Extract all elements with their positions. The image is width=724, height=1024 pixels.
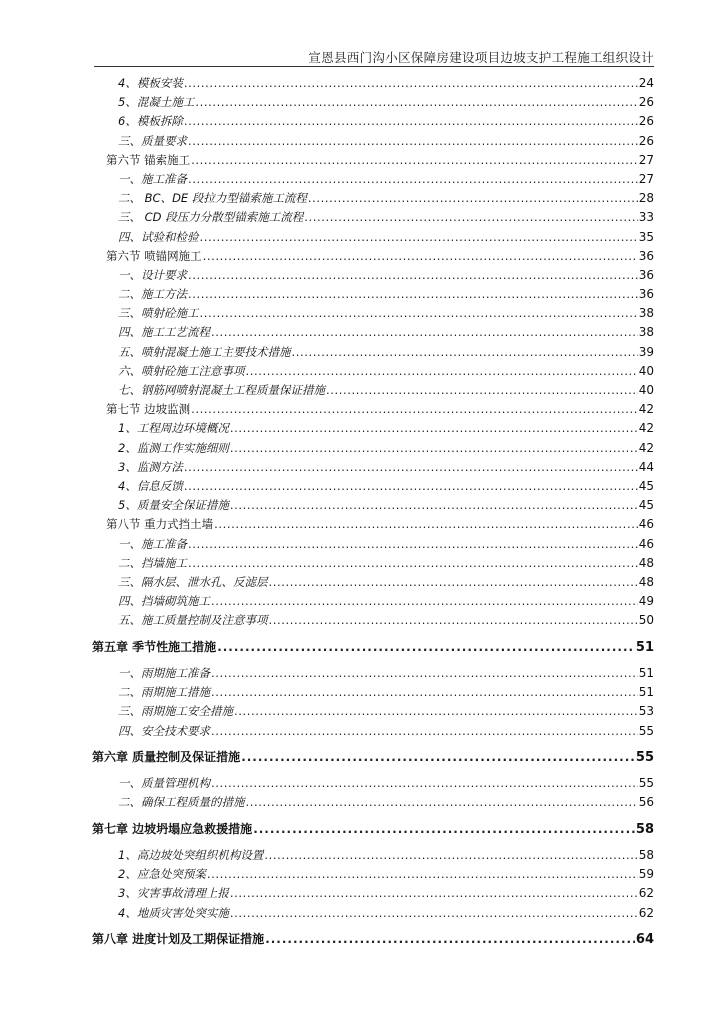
toc-entry[interactable] — [92, 702, 654, 721]
dot-leader — [230, 496, 638, 515]
toc-entry-label: 七、钢筋网喷射混凝土工程质量保证措施 — [118, 383, 325, 397]
dot-leader — [188, 535, 638, 554]
dot-leader — [269, 611, 638, 630]
toc-page-number: 35 — [638, 229, 654, 244]
toc-page-number: 27 — [638, 152, 654, 167]
toc-entry-label: 3、监测方法 — [118, 459, 183, 474]
toc-chapter-label: 第八章 进度计划及工期保证措施 — [92, 932, 265, 947]
toc-entry[interactable] — [92, 573, 654, 592]
toc-entry-label: 4、地质灾害处突实施 — [118, 905, 229, 920]
header-divider — [94, 66, 654, 67]
dot-leader — [230, 904, 638, 923]
toc-page-number: 24 — [638, 76, 654, 90]
toc-entry[interactable] — [92, 132, 654, 151]
toc-page-number: 62 — [638, 886, 654, 901]
toc-entry-label: 一、施工准备 — [118, 536, 187, 551]
toc-page-number: 39 — [638, 344, 654, 359]
toc-entry[interactable] — [92, 611, 654, 630]
toc-chapter[interactable] — [92, 819, 654, 839]
toc-page-number: 62 — [638, 905, 654, 920]
toc-entry[interactable] — [92, 74, 654, 93]
toc-entry[interactable] — [92, 208, 654, 227]
toc-page-number: 58 — [635, 822, 654, 838]
toc-entry-label: 五、施工质量控制及注意事项 — [118, 613, 268, 628]
toc-entry[interactable] — [92, 722, 654, 741]
toc-page-number: 33 — [638, 210, 654, 225]
toc-section[interactable] — [92, 247, 654, 266]
toc-page-number: 46 — [638, 517, 654, 532]
toc-entry-label: 一、施工准备 — [118, 171, 187, 186]
toc-entry-label: 二、挡墙施工 — [118, 555, 187, 570]
dot-leader — [200, 228, 638, 247]
toc-entry[interactable] — [92, 170, 654, 189]
toc-entry-label: 4、模板安装 — [118, 76, 183, 90]
toc-entry-label: 二、施工方法 — [118, 287, 187, 302]
toc-page-number: 44 — [638, 459, 654, 474]
toc-entry-label: 4、信息反馈 — [118, 478, 183, 493]
toc-page-number: 45 — [638, 478, 654, 493]
toc-page-number: 64 — [635, 932, 654, 948]
toc-page-number: 55 — [638, 723, 654, 738]
toc-entry-label: 二、雨期施工措施 — [118, 685, 210, 700]
toc-entry[interactable] — [92, 592, 654, 611]
toc-page-number: 48 — [638, 574, 654, 589]
toc-entry-label: 四、挡墙砌筑施工 — [118, 594, 210, 609]
dot-leader — [191, 151, 638, 170]
dot-leader — [304, 208, 638, 227]
dot-leader — [217, 637, 635, 657]
toc-entry[interactable] — [92, 535, 654, 554]
toc-page-number: 38 — [638, 325, 654, 340]
dot-leader — [264, 846, 637, 865]
toc-entry[interactable] — [92, 285, 654, 304]
toc-page-number: 48 — [638, 555, 654, 570]
dot-leader — [200, 304, 638, 323]
dot-leader — [184, 477, 638, 496]
toc-page-number: 56 — [638, 795, 654, 810]
toc-entry-label: 2、监测工作实施细则 — [118, 440, 229, 455]
toc-page-number: 28 — [638, 191, 654, 206]
dot-leader — [326, 381, 638, 400]
toc-entry-label: 六、喷射砼施工注意事项 — [118, 363, 245, 378]
dot-leader — [214, 515, 638, 534]
dot-leader — [188, 554, 638, 573]
toc-page-number: 45 — [638, 498, 654, 513]
toc-entry-label: 四、施工工艺流程 — [118, 325, 210, 340]
toc-chapter-label: 第六章 质量控制及保证措施 — [92, 750, 241, 765]
toc-entry-label: 四、试验和检验 — [118, 229, 199, 244]
toc-page-number: 40 — [638, 363, 654, 378]
dot-leader — [265, 929, 635, 949]
toc-entry[interactable] — [92, 774, 654, 793]
toc-page-number: 36 — [638, 248, 654, 263]
toc-page-number: 42 — [638, 421, 654, 436]
dot-leader — [211, 722, 638, 741]
toc-entry[interactable] — [92, 93, 654, 112]
dot-leader — [188, 132, 638, 151]
toc-chapter[interactable] — [92, 747, 654, 767]
dot-leader — [184, 74, 638, 93]
toc-entry[interactable] — [92, 419, 654, 438]
dot-leader — [230, 884, 638, 903]
toc-page-number: 58 — [638, 848, 654, 863]
toc-entry[interactable] — [92, 683, 654, 702]
toc-entry-label: 五、喷射混凝土施工主要技术措施 — [118, 344, 291, 359]
toc-entry[interactable] — [92, 496, 654, 515]
toc-page-number: 26 — [638, 114, 654, 129]
toc-entry[interactable] — [92, 362, 654, 381]
toc-entry-label: 1、工程周边环境概况 — [118, 421, 229, 436]
dot-leader — [246, 793, 638, 812]
toc-entry[interactable] — [92, 439, 654, 458]
toc-entry[interactable] — [92, 323, 654, 342]
toc-entry-label: 二、 BC、DE 段拉力型锚索施工流程 — [118, 191, 307, 206]
toc-section-label: 第六节 喷锚网施工 — [106, 248, 202, 263]
toc-entry-label: 一、质量管理机构 — [118, 776, 210, 791]
dot-leader — [203, 247, 638, 266]
toc-entry[interactable] — [92, 477, 654, 496]
toc-page-number: 55 — [635, 750, 654, 766]
toc-entry-label: 四、安全技术要求 — [118, 723, 210, 738]
dot-leader — [207, 865, 638, 884]
toc-page-number: 42 — [638, 402, 654, 417]
dot-leader — [191, 400, 638, 419]
toc-section[interactable] — [92, 151, 654, 170]
dot-leader — [234, 702, 638, 721]
toc-page-number: 51 — [635, 639, 654, 655]
toc-entry-label: 三、隔水层、泄水孔、反滤层 — [118, 574, 268, 589]
dot-leader — [308, 189, 638, 208]
dot-leader — [211, 683, 638, 702]
toc-page-number: 55 — [638, 776, 654, 791]
toc-page-number: 36 — [638, 287, 654, 302]
dot-leader — [230, 439, 638, 458]
toc-entry-label: 三、质量要求 — [118, 133, 187, 148]
dot-leader — [211, 592, 638, 611]
toc-page-number: 49 — [638, 594, 654, 609]
dot-leader — [292, 343, 638, 362]
toc-entry[interactable] — [92, 112, 654, 131]
toc-entry[interactable] — [92, 904, 654, 923]
toc-entry-label: 2、应急处突预案 — [118, 867, 206, 882]
dot-leader — [188, 266, 638, 285]
toc-page-number: 51 — [638, 685, 654, 700]
toc-page-number: 50 — [638, 613, 654, 628]
toc-entry[interactable] — [92, 304, 654, 323]
dot-leader — [253, 819, 635, 839]
dot-leader — [230, 419, 638, 438]
toc-entry-label: 5、质量安全保证措施 — [118, 498, 229, 513]
dot-leader — [269, 573, 638, 592]
toc-section-label: 第七节 边坡监测 — [106, 402, 191, 417]
toc-entry[interactable] — [92, 865, 654, 884]
toc-entry-label: 三、 CD 段压力分散型锚索施工流程 — [118, 210, 304, 225]
toc-entry[interactable] — [92, 343, 654, 362]
dot-leader — [241, 747, 635, 767]
dot-leader — [184, 112, 638, 131]
toc-entry[interactable] — [92, 846, 654, 865]
toc-entry[interactable] — [92, 884, 654, 903]
toc-page-number: 53 — [638, 704, 654, 719]
toc-entry[interactable] — [92, 458, 654, 477]
toc-entry[interactable] — [92, 664, 654, 683]
toc-entry-label: 一、雨期施工准备 — [118, 665, 210, 680]
toc-chapter-label: 第五章 季节性施工措施 — [92, 639, 217, 654]
toc-page-number: 27 — [638, 171, 654, 186]
toc-entry[interactable] — [92, 554, 654, 573]
toc-entry[interactable] — [92, 228, 654, 247]
toc-entry[interactable] — [92, 266, 654, 285]
toc-page-number: 38 — [638, 306, 654, 321]
toc-page-number: 46 — [638, 536, 654, 551]
toc-entry[interactable] — [92, 793, 654, 812]
toc-page-number: 26 — [638, 95, 654, 110]
toc-section[interactable] — [92, 515, 654, 534]
toc-section[interactable] — [92, 400, 654, 419]
toc-page-number: 40 — [638, 383, 654, 397]
dot-leader — [246, 362, 638, 381]
toc-section-label: 第六节 锚索施工 — [106, 152, 191, 167]
toc-entry-label: 二、确保工程质量的措施 — [118, 795, 245, 810]
page-header: 宣恩县西门沟小区保障房建设项目边坡支护工程施工组织设计 — [308, 50, 654, 65]
toc-chapter-label: 第七章 边坡坍塌应急救援措施 — [92, 822, 253, 837]
dot-leader — [188, 285, 638, 304]
toc-entry-label: 三、雨期施工安全措施 — [118, 704, 233, 719]
toc-entry-label: 6、模板拆除 — [118, 114, 183, 129]
toc-page-number: 36 — [638, 267, 654, 282]
dot-leader — [211, 664, 638, 683]
dot-leader — [188, 170, 638, 189]
table-of-contents — [92, 74, 654, 956]
toc-entry[interactable] — [92, 381, 654, 400]
dot-leader — [211, 774, 638, 793]
toc-entry-label: 5、混凝土施工 — [118, 95, 195, 110]
toc-entry-label: 一、设计要求 — [118, 267, 187, 282]
dot-leader — [211, 323, 638, 342]
toc-page-number: 51 — [638, 665, 654, 680]
dot-leader — [195, 93, 637, 112]
toc-page-number: 26 — [638, 133, 654, 148]
toc-chapter[interactable] — [92, 929, 654, 949]
toc-page-number: 59 — [638, 867, 654, 882]
toc-chapter[interactable] — [92, 637, 654, 657]
dot-leader — [184, 458, 638, 477]
toc-entry-label: 1、高边坡处突组织机构设置 — [118, 848, 264, 863]
toc-entry-label: 3、灾害事故清理上报 — [118, 886, 229, 901]
toc-entry[interactable] — [92, 189, 654, 208]
toc-entry-label: 三、喷射砼施工 — [118, 306, 199, 321]
toc-page-number: 42 — [638, 440, 654, 455]
toc-section-label: 第八节 重力式挡土墙 — [106, 517, 214, 532]
